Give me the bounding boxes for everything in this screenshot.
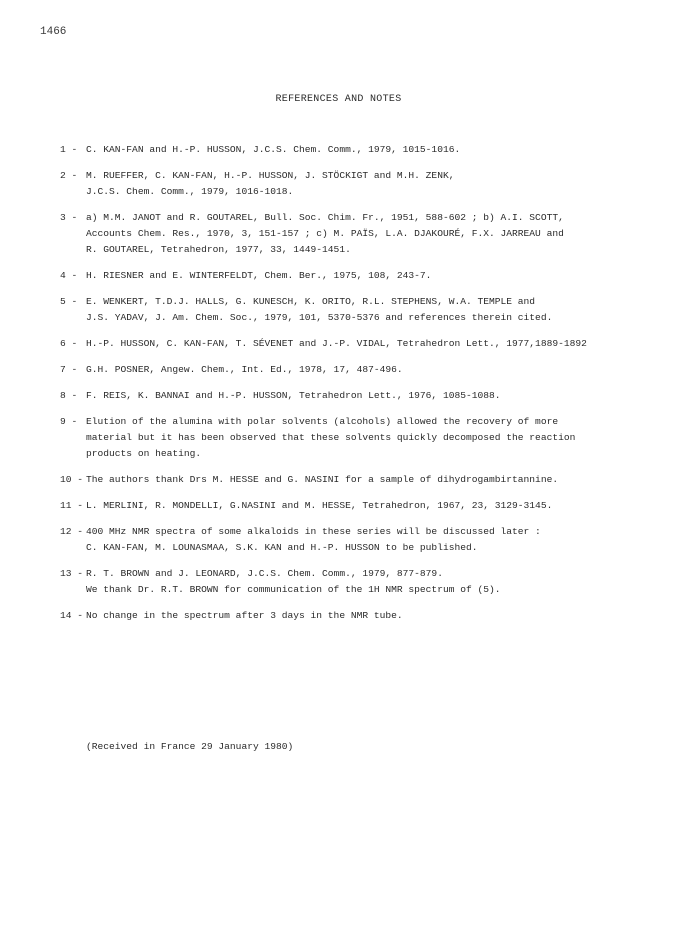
reference-item xyxy=(60,294,620,326)
reference-text xyxy=(86,608,620,624)
reference-text xyxy=(86,414,620,462)
reference-item xyxy=(60,268,620,284)
reference-line: J.S. YADAV, J. Am. Chem. Soc., 1979, 101, 5370-5376 and references therein cited. xyxy=(86,312,553,323)
reference-text xyxy=(86,566,620,598)
reference-number: 4 - xyxy=(60,270,78,281)
reference-item xyxy=(60,142,620,158)
reference-line: 400 MHz NMR spectra of some alkaloids in these series will be discussed later : xyxy=(86,526,541,537)
reference-number: 7 - xyxy=(60,364,78,375)
reference-text xyxy=(86,524,620,556)
reference-text xyxy=(86,168,620,200)
reference-line: L. MERLINI, R. MONDELLI, G.NASINI and M. HESSE, Tetrahedron, 1967, 23, 3129-3145. xyxy=(86,500,553,511)
reference-line: material but it has been observed that these solvents quickly decomposed the reaction xyxy=(86,432,576,443)
reference-item xyxy=(60,362,620,378)
reference-line: M. RUEFFER, C. KAN-FAN, H.-P. HUSSON, J. STÖCKIGT and M.H. ZENK, xyxy=(86,170,455,181)
reference-item xyxy=(60,388,620,404)
reference-text xyxy=(86,268,620,284)
reference-number: 13 - xyxy=(60,568,84,579)
reference-line: No change in the spectrum after 3 days in the NMR tube. xyxy=(86,610,403,621)
reference-line: The authors thank Drs M. HESSE and G. NASINI for a sample of dihydrogambirtannine. xyxy=(86,474,559,485)
reference-list xyxy=(60,142,620,634)
reference-line: H.-P. HUSSON, C. KAN-FAN, T. SÉVENET and J.-P. VIDAL, Tetrahedron Lett., 1977,1889-1892 xyxy=(86,338,587,349)
reference-line: G.H. POSNER, Angew. Chem., Int. Ed., 1978, 17, 487-496. xyxy=(86,364,403,375)
reference-item xyxy=(60,498,620,514)
reference-item xyxy=(60,524,620,556)
reference-line: C. KAN-FAN and H.-P. HUSSON, J.C.S. Chem. Comm., 1979, 1015-1016. xyxy=(86,144,461,155)
reference-number: 5 - xyxy=(60,296,78,307)
reference-line: Elution of the alumina with polar solvents (alcohols) allowed the recovery of more xyxy=(86,416,559,427)
reference-line: We thank Dr. R.T. BROWN for communication of the 1H NMR spectrum of (5). xyxy=(86,584,501,595)
reference-number: 9 - xyxy=(60,416,78,427)
reference-number: 1 - xyxy=(60,144,78,155)
reference-text xyxy=(86,472,620,488)
received-date: (Received in France 29 January 1980) xyxy=(86,741,294,752)
reference-text xyxy=(86,142,620,158)
reference-item xyxy=(60,414,620,462)
reference-item xyxy=(60,210,620,258)
reference-line: J.C.S. Chem. Comm., 1979, 1016-1018. xyxy=(86,186,294,197)
reference-item xyxy=(60,168,620,200)
reference-line: R. T. BROWN and J. LEONARD, J.C.S. Chem. Comm., 1979, 877-879. xyxy=(86,568,443,579)
reference-line: R. GOUTAREL, Tetrahedron, 1977, 33, 1449-1451. xyxy=(86,244,351,255)
reference-item xyxy=(60,336,620,352)
reference-line: products on heating. xyxy=(86,448,202,459)
reference-number: 6 - xyxy=(60,338,78,349)
reference-text xyxy=(86,388,620,404)
reference-line: a) M.M. JANOT and R. GOUTAREL, Bull. Soc. Chim. Fr., 1951, 588-602 ; b) A.I. SCOTT, xyxy=(86,212,564,223)
reference-number: 3 - xyxy=(60,212,78,223)
reference-number: 11 - xyxy=(60,500,84,511)
reference-line: F. REIS, K. BANNAI and H.-P. HUSSON, Tetrahedron Lett., 1976, 1085-1088. xyxy=(86,390,501,401)
reference-number: 2 - xyxy=(60,170,78,181)
reference-item xyxy=(60,566,620,598)
page-number: 1466 xyxy=(40,26,67,38)
reference-number: 10 - xyxy=(60,474,84,485)
reference-text xyxy=(86,498,620,514)
reference-number: 14 - xyxy=(60,610,84,621)
reference-text xyxy=(86,294,620,326)
reference-line: H. RIESNER and E. WINTERFELDT, Chem. Ber., 1975, 108, 243-7. xyxy=(86,270,432,281)
reference-line: Accounts Chem. Res., 1970, 3, 151-157 ; c) M. PAÏS, L.A. DJAKOURÉ, F.X. JARREAU and xyxy=(86,228,564,239)
reference-number: 12 - xyxy=(60,526,84,537)
reference-text xyxy=(86,362,620,378)
reference-number: 8 - xyxy=(60,390,78,401)
reference-line: E. WENKERT, T.D.J. HALLS, G. KUNESCH, K. ORITO, R.L. STEPHENS, W.A. TEMPLE and xyxy=(86,296,536,307)
reference-item xyxy=(60,608,620,624)
section-title: REFERENCES AND NOTES xyxy=(275,94,402,105)
reference-line: C. KAN-FAN, M. LOUNASMAA, S.K. KAN and H.-P. HUSSON to be published. xyxy=(86,542,478,553)
reference-text xyxy=(86,336,620,352)
reference-text xyxy=(86,210,620,258)
reference-item xyxy=(60,472,620,488)
